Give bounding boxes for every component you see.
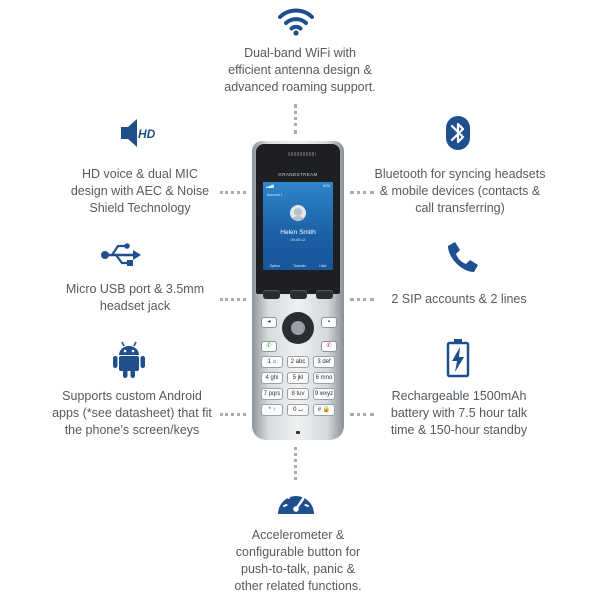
softkey-row [263,290,333,299]
feature-line: the phone’s screen/keys [64,423,200,437]
feature-line: time & 150-hour standby [390,423,528,437]
brand-label: GRANDSTREAM [278,172,318,177]
connector-top [294,104,297,134]
feature-line: efficient antenna design & [228,63,372,77]
call-key: ✆ [261,341,277,352]
ok-button [291,321,305,335]
feature-line: other related functions. [234,579,362,593]
end-call-key: ✆ [321,341,337,352]
caller-avatar [290,205,306,221]
keypad-key: 2 abc [287,356,309,368]
feature-sip-text [374,291,544,308]
feature-line: push-to-talk, panic & [241,562,355,576]
keypad-key: 1 ⌂ [261,356,283,368]
softkey-label-hold: Hold [319,264,327,268]
speedometer-icon [276,484,316,518]
softkey-label-option: Option [269,264,280,268]
android-icon [112,340,146,380]
feature-line: advanced roaming support. [224,80,376,94]
feature-line: headset jack [99,299,171,313]
feature-line: call transferring) [415,201,505,215]
feature-bluetooth-text [364,166,556,217]
softkey-middle [290,290,307,299]
keypad-key: 6 mno [313,372,335,384]
softkey-right [316,290,333,299]
keypad-key: * ↑ [261,404,283,416]
call-timer: 00:00:12 [290,238,306,242]
feature-wifi-text [200,45,400,96]
feature-line: Micro USB port & 3.5mm [65,282,205,296]
navigation-pad [282,312,314,344]
hd-voice-icon [119,116,157,150]
feature-line: apps (*see datasheet) that fit [52,406,212,420]
keypad-key: 7 pqrs [261,388,283,400]
keypad-key: 9 wxyz [313,388,335,400]
keypad-key: 5 jkl [287,372,309,384]
volume-key: ◂ [261,317,277,328]
usb-icon [100,242,142,268]
dial-keypad [261,356,335,416]
screen-account: Account 1 [267,193,283,197]
screen-softkey-labels [263,264,333,268]
keypad-key: 0 ⌴ [287,404,309,416]
menu-key: ▪ [321,317,337,328]
feature-battery-text [374,388,544,439]
bluetooth-icon [444,115,472,151]
connector-right-3 [350,413,374,416]
connector-left-2 [220,298,246,301]
feature-line: 2 SIP accounts & 2 lines [391,292,527,306]
feature-line: battery with 7.5 hour talk [390,406,528,420]
connector-bottom [294,447,297,480]
phone-handset-icon [446,240,480,274]
keypad-key: # 🔒 [313,404,335,416]
softkey-label-transfer: Transfer [293,264,306,268]
feature-line: Rechargeable 1500mAh [391,389,527,403]
screen-status-bar [266,184,330,188]
feature-line: design with AEC & Noise [70,184,210,198]
handset-image [252,141,344,440]
battery-percent: 62% [322,184,330,188]
feature-hd-voice-text [60,166,220,217]
earpiece-speaker [288,152,316,156]
feature-line: Supports custom Android [62,389,202,403]
feature-line: Dual-band WiFi with [244,46,356,60]
connector-left-3 [220,413,246,416]
feature-line: configurable button for [235,545,361,559]
svg-text:HD: HD [138,127,156,141]
handset-screen [263,182,333,270]
keypad-key: 8 tuv [287,388,309,400]
microphone [296,431,300,434]
connector-left-1 [220,191,246,194]
feature-line: Shield Technology [89,201,191,215]
caller-name: Helen Smith [280,229,316,236]
battery-icon [446,338,470,378]
feature-line: Bluetooth for syncing headsets [374,167,546,181]
feature-accelerometer-text [200,527,396,595]
feature-line: Accelerometer & [251,528,345,542]
softkey-left [263,290,280,299]
feature-usb-text [50,281,220,315]
signal-icon: ▂▄▆ [266,184,274,188]
connector-right-2 [350,298,374,301]
feature-line: HD voice & dual MIC [81,167,198,181]
feature-android-text [44,388,220,439]
feature-line: & mobile devices (contacts & [379,184,541,198]
keypad-key: 4 ghi [261,372,283,384]
wifi-icon [278,6,314,36]
keypad-key: 3 def [313,356,335,368]
